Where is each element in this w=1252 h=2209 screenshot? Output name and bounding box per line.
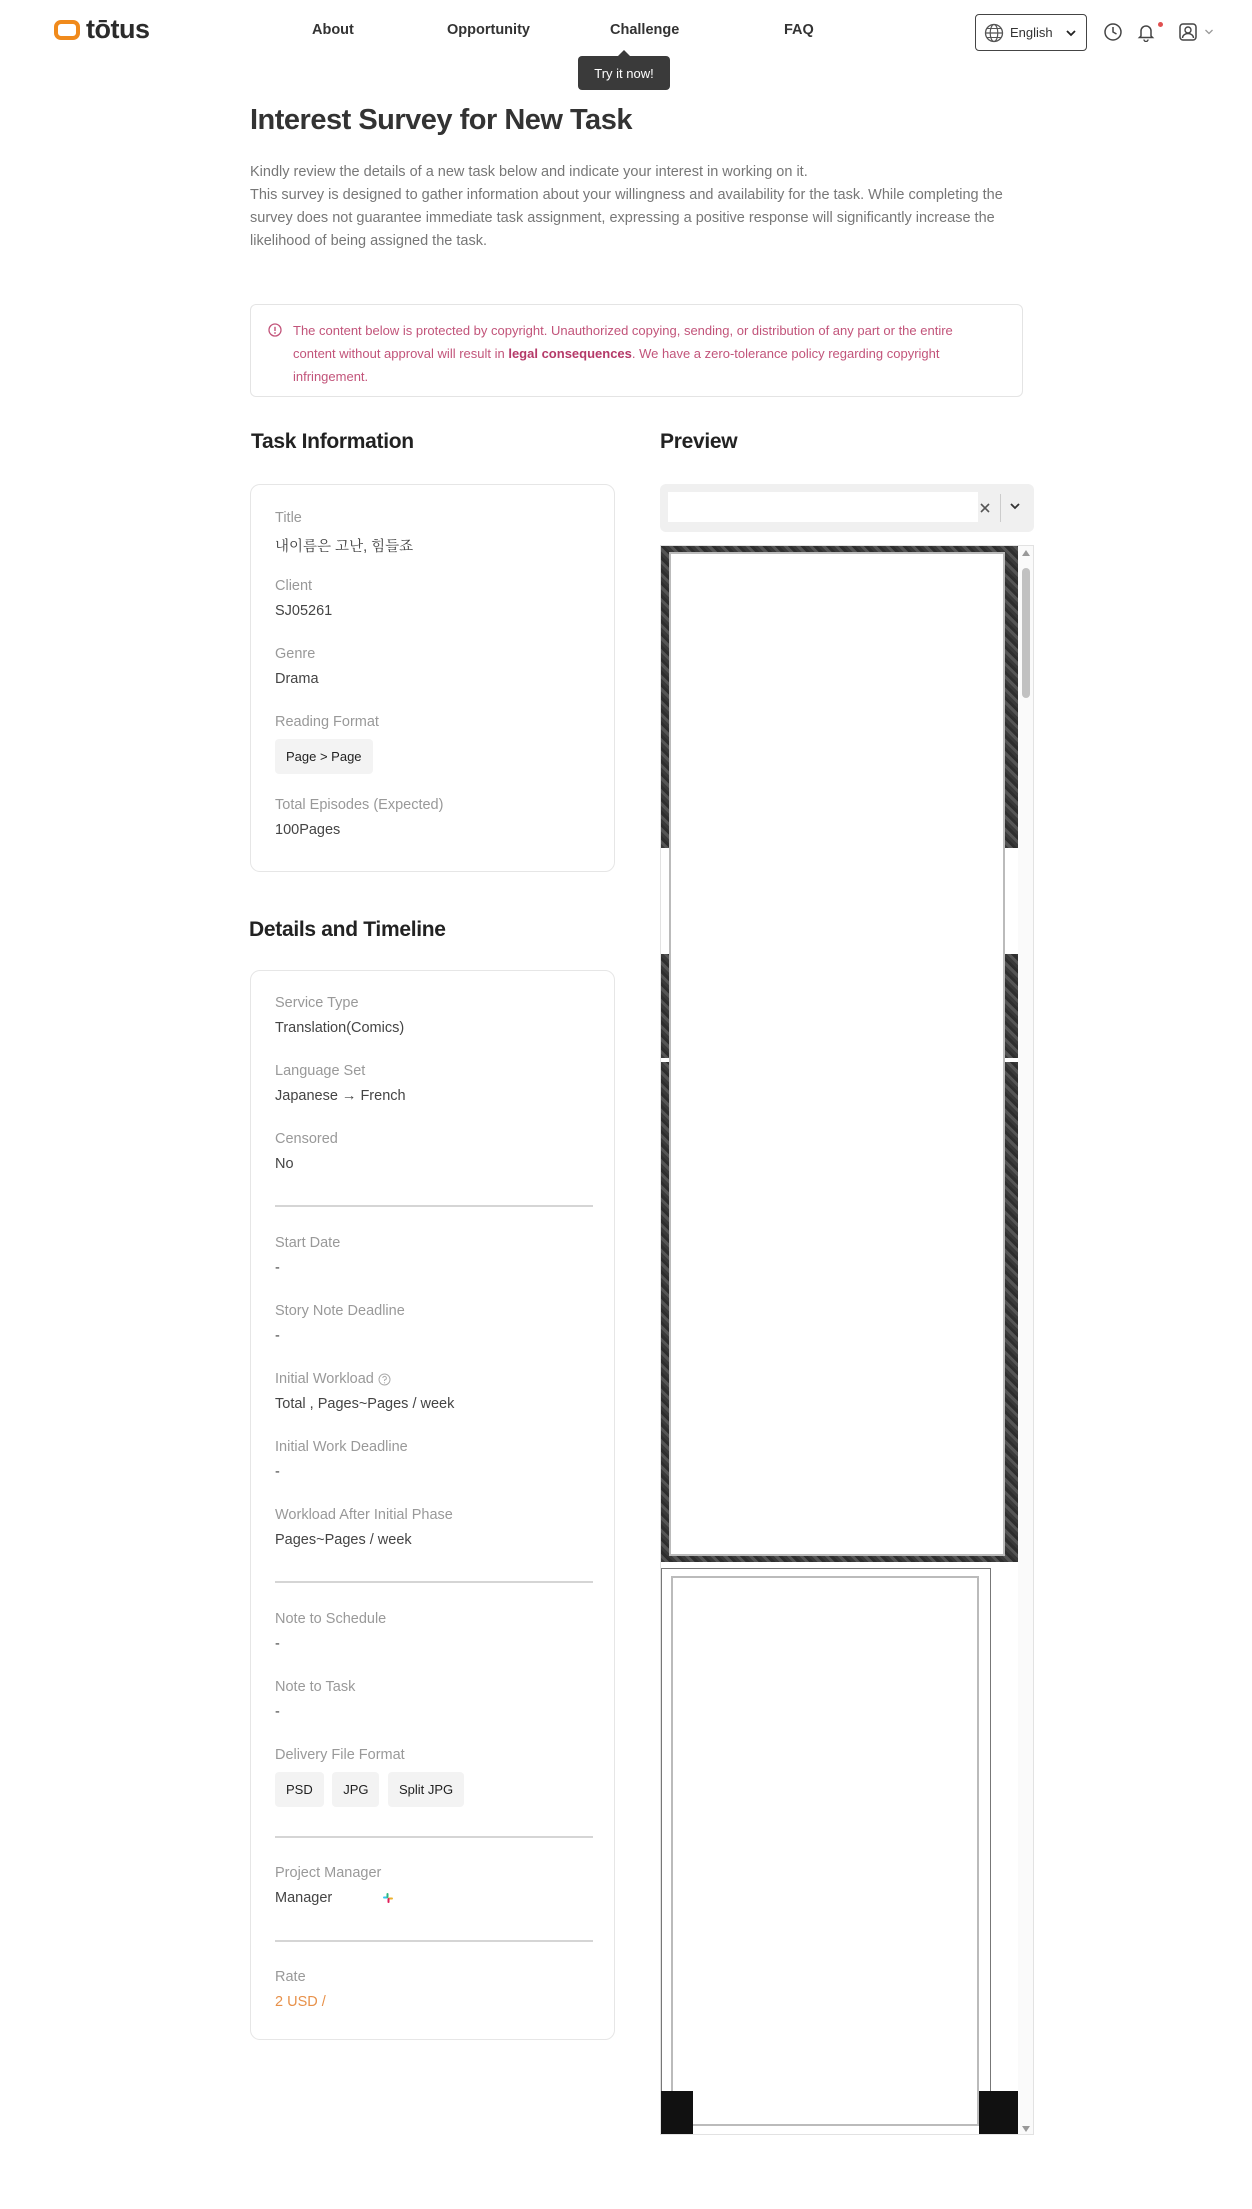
select-divider: [1000, 494, 1001, 522]
delivery-file-format-label: Delivery File Format: [275, 1747, 405, 1763]
top-header: [0, 0, 1252, 81]
story-note-deadline-label: Story Note Deadline: [275, 1303, 405, 1319]
slack-icon[interactable]: [382, 1892, 394, 1904]
logo-text: tōtus: [86, 14, 150, 44]
note-to-schedule-label: Note to Schedule: [275, 1611, 387, 1627]
censored-label: Censored: [275, 1131, 338, 1147]
workload-after-initial-label: Workload After Initial Phase: [275, 1507, 453, 1523]
initial-workload-field: [275, 1371, 454, 1412]
notification-dot: [1158, 22, 1163, 27]
logo-mark-icon: [54, 20, 80, 40]
start-date-value: -: [275, 1260, 280, 1276]
reading-format-field: [275, 714, 379, 774]
rate-label: Rate: [275, 1969, 306, 1985]
preview-viewer[interactable]: [660, 545, 1034, 2135]
divider: [275, 1836, 593, 1838]
reading-format-label: Reading Format: [275, 714, 379, 730]
intro-line-1: Kindly review the details of a new task below and indicate your interest in working on it.: [250, 164, 808, 180]
genre-value: Drama: [275, 671, 319, 687]
workload-after-initial-value: Pages~Pages / week: [275, 1532, 412, 1548]
divider: [275, 1581, 593, 1583]
task-information-heading: Task Information: [251, 430, 414, 453]
info-circle-icon: [268, 323, 282, 337]
clear-x-icon[interactable]: [978, 501, 992, 515]
project-manager-value-row: [275, 1890, 394, 1906]
globe-icon: [984, 23, 1004, 43]
language-selector[interactable]: [975, 14, 1087, 51]
bell-icon[interactable]: [1136, 22, 1156, 42]
copyright-notice: [250, 304, 1023, 397]
start-date-field: [275, 1235, 340, 1276]
episode-select-input[interactable]: [668, 492, 978, 522]
nav-opportunity[interactable]: Opportunity: [447, 22, 530, 38]
page-title: Interest Survey for New Task: [250, 104, 632, 136]
start-date-label: Start Date: [275, 1235, 341, 1251]
chevron-down-icon[interactable]: [1008, 499, 1022, 513]
total-episodes-label: Total Episodes (Expected): [275, 797, 444, 813]
details-timeline-heading: Details and Timeline: [249, 918, 446, 941]
note-to-task-field: [275, 1679, 355, 1720]
profile-chevron-down-icon[interactable]: [1204, 27, 1214, 37]
comic-page-blank: [669, 552, 1005, 1556]
scroll-up-arrow-icon[interactable]: [1022, 550, 1030, 556]
initial-workload-value: Total , Pages~Pages / week: [275, 1396, 455, 1412]
delivery-file-format-field: [275, 1747, 468, 1807]
format-chip-jpg: JPG: [332, 1772, 379, 1807]
comic-page-blank: [671, 1576, 979, 2126]
history-clock-icon[interactable]: [1103, 22, 1123, 42]
preview-scrollbar[interactable]: [1018, 546, 1034, 2135]
rate-field: [275, 1969, 326, 2010]
initial-workload-label-text: Initial Workload: [275, 1371, 374, 1387]
service-type-field: [275, 995, 404, 1036]
total-episodes-field: [275, 797, 443, 838]
project-manager-name: Manager: [275, 1890, 333, 1906]
rate-value: 2 USD /: [275, 1994, 326, 2010]
episode-select[interactable]: [660, 484, 1034, 532]
genre-label: Genre: [275, 646, 316, 662]
notice-text-start: The content below is protected by copyright. Unauthorized copying, sending, or distribution of any part or the entire content without approval will result in: [293, 323, 953, 361]
client-label: Client: [275, 578, 313, 594]
title-value: 내이름은 고난, 힘들죠: [275, 539, 414, 555]
details-timeline-card: [250, 970, 615, 2040]
intro-line-2: This survey is designed to gather information about your willingness and availability for the task. While completing the survey does not guarantee immediate task assignment, expressing a positive response will significantly increase the likelihood of being assigned the task.: [250, 187, 1003, 249]
format-chip-psd: PSD: [275, 1772, 324, 1807]
note-to-schedule-field: [275, 1611, 386, 1652]
note-to-task-value: -: [275, 1704, 280, 1720]
task-information-card: [250, 484, 615, 872]
language-set-label: Language Set: [275, 1063, 366, 1079]
service-type-label: Service Type: [275, 995, 359, 1011]
scroll-down-arrow-icon[interactable]: [1022, 2126, 1030, 2132]
reading-format-chip: Page > Page: [275, 739, 373, 774]
chevron-down-icon: [1065, 27, 1077, 39]
language-label: English: [1010, 25, 1053, 40]
genre-field: [275, 646, 319, 687]
tooltip-text: Try it now!: [594, 65, 654, 81]
title-label: Title: [275, 510, 302, 526]
user-profile-icon[interactable]: [1178, 22, 1198, 42]
total-episodes-value: 100Pages: [275, 822, 341, 838]
divider: [275, 1205, 593, 1207]
client-value: SJ05261: [275, 603, 333, 619]
workload-after-initial-field: [275, 1507, 453, 1548]
scroll-thumb[interactable]: [1022, 568, 1030, 698]
preview-heading: Preview: [660, 430, 738, 453]
language-set-value: Japanese → French: [275, 1088, 406, 1104]
note-to-task-label: Note to Task: [275, 1679, 356, 1695]
nav-about[interactable]: About: [312, 22, 354, 38]
censored-field: [275, 1131, 338, 1172]
initial-workload-label: [275, 1371, 454, 1387]
nav-faq[interactable]: FAQ: [784, 22, 814, 38]
totus-logo[interactable]: [54, 14, 149, 45]
story-note-deadline-value: -: [275, 1328, 280, 1344]
challenge-tooltip: [578, 56, 670, 90]
censored-value: No: [275, 1156, 294, 1172]
comic-panel-dark: [661, 2091, 693, 2135]
notice-bold-text: legal consequences: [508, 346, 632, 361]
initial-work-deadline-field: [275, 1439, 408, 1480]
project-manager-field: [275, 1865, 394, 1906]
note-to-schedule-value: -: [275, 1636, 280, 1652]
service-type-value: Translation(Comics): [275, 1020, 405, 1036]
initial-work-deadline-value: -: [275, 1464, 280, 1480]
language-set-field: [275, 1063, 406, 1104]
comic-panel-dark: [979, 2091, 1019, 2135]
title-field: [275, 510, 413, 556]
notice-text-end: . We have a zero-tolerance policy regarding copyright infringement.: [293, 346, 940, 384]
format-chip-split-jpg: Split JPG: [388, 1772, 464, 1807]
client-field: [275, 578, 332, 619]
initial-work-deadline-label: Initial Work Deadline: [275, 1439, 408, 1455]
project-manager-label: Project Manager: [275, 1865, 382, 1881]
intro-text: [250, 161, 1010, 253]
help-circle-icon[interactable]: [378, 1373, 391, 1386]
divider: [275, 1940, 593, 1942]
nav-challenge[interactable]: Challenge: [610, 22, 680, 38]
story-note-deadline-field: [275, 1303, 405, 1344]
